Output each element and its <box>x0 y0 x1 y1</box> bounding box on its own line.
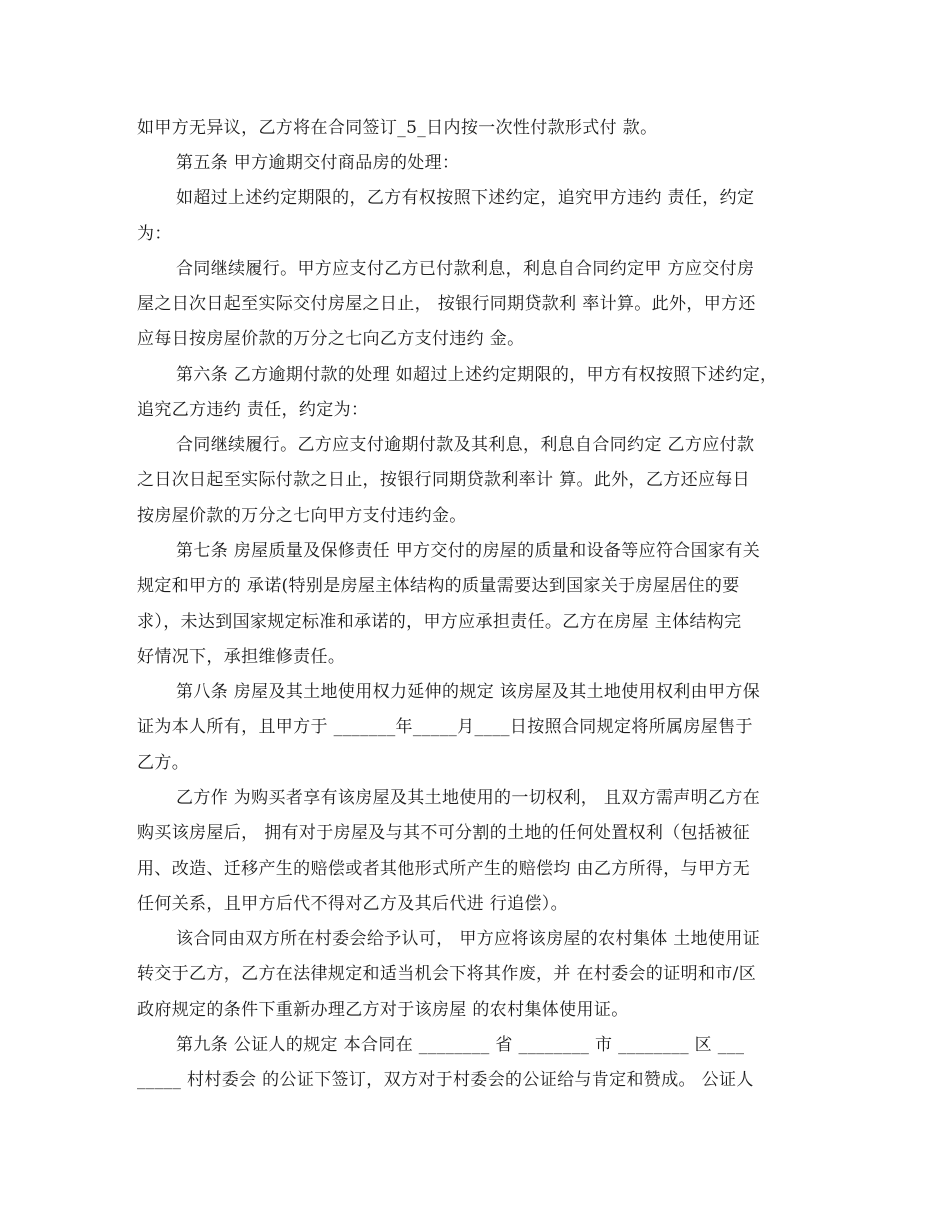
body-text-line: 之日次日起至实际付款之日止，按银行同期贷款利率计 算。此外，乙方还应每日 <box>137 470 751 490</box>
body-text-line: 追究乙方违约 责任，约定为： <box>137 400 369 420</box>
body-text-line: 用、改造、迁移产生的赔偿或者其他形式所产生的赔偿均 由乙方所得，与甲方无 <box>137 859 751 879</box>
body-text-line: 乙方。 <box>137 753 190 773</box>
body-text-line: 规定和甲方的 承诺(特别是房屋主体结构的质量需要达到国家关于房屋居住的要 <box>137 576 740 596</box>
body-text-line: 转交于乙方，乙方在法律规定和适当机会下将其作废，并 在村委会的证明和市/区 <box>137 964 757 984</box>
body-text-line: 购买该房屋后， 拥有对于房屋及与其不可分割的土地的任何处置权利（包括被征 <box>137 823 751 843</box>
body-text-line: 如甲方无异议，乙方将在合同签订_5_日内按一次性付款形式付 款。 <box>137 118 658 138</box>
body-text-line: 求），未达到国家规定标准和承诺的，甲方应承担责任。乙方在房屋 主体结构完 <box>137 612 742 632</box>
body-text-line: 合同继续履行。甲方应支付乙方已付款利息，利息自合同约定甲 方应交付房 <box>176 259 755 279</box>
body-text-line: 应每日按房屋价款的万分之七向乙方支付违约 金。 <box>137 329 525 349</box>
article-5-heading: 第五条 甲方逾期交付商品房的处理： <box>176 153 460 173</box>
body-text-line: 任何关系，且甲方后代不得对乙方及其后代进 行追偿）。 <box>137 894 569 914</box>
article-9-heading: 第九条 公证人的规定 本合同在 ________ 省 ________ 市 ________ 区 ___ <box>176 1035 745 1055</box>
body-text-line: 按房屋价款的万分之七向甲方支付违约金。 <box>137 506 467 526</box>
article-7-heading: 第七条 房屋质量及保修责任 甲方交付的房屋的质量和设备等应符合国家有关 <box>176 541 761 561</box>
body-text-line: 好情况下，承担维修责任。 <box>137 647 346 667</box>
body-text-line: 政府规定的条件下重新办理乙方对于该房屋 的农村集体使用证。 <box>137 1000 629 1020</box>
article-6-heading: 第六条 乙方逾期付款的处理 如超过上述约定期限的，甲方有权按照下述约定， <box>176 365 778 385</box>
body-text-line: 为： <box>137 224 172 244</box>
body-text-line: 屋之日次日起至实际交付房屋之日止， 按银行同期贷款利 率计算。此外，甲方还 <box>137 294 756 314</box>
body-text-line: 乙方作 为购买者享有该房屋及其土地使用的一切权利， 且双方需声明乙方在 <box>176 788 761 808</box>
body-text-line: 如超过上述约定期限的，乙方有权按照下述约定，追究甲方违约 责任，约定 <box>176 188 755 208</box>
body-text-line: 合同继续履行。乙方应支付逾期付款及其利息，利息自合同约定 乙方应付款 <box>176 435 755 455</box>
article-8-heading: 第八条 房屋及其土地使用权力延伸的规定 该房屋及其土地使用权利由甲方保 <box>176 682 761 702</box>
body-text-line: 该合同由双方所在村委会给予认可， 甲方应将该房屋的农村集体 土地使用证 <box>176 929 761 949</box>
body-text-line: 证为本人所有，且甲方于 _______年_____月____日按照合同规定将所属房屋售于 <box>137 717 753 737</box>
body-text-line: _____ 村村委会 的公证下签订，双方对于村委会的公证给与肯定和赞成。 公证人 <box>137 1070 754 1090</box>
